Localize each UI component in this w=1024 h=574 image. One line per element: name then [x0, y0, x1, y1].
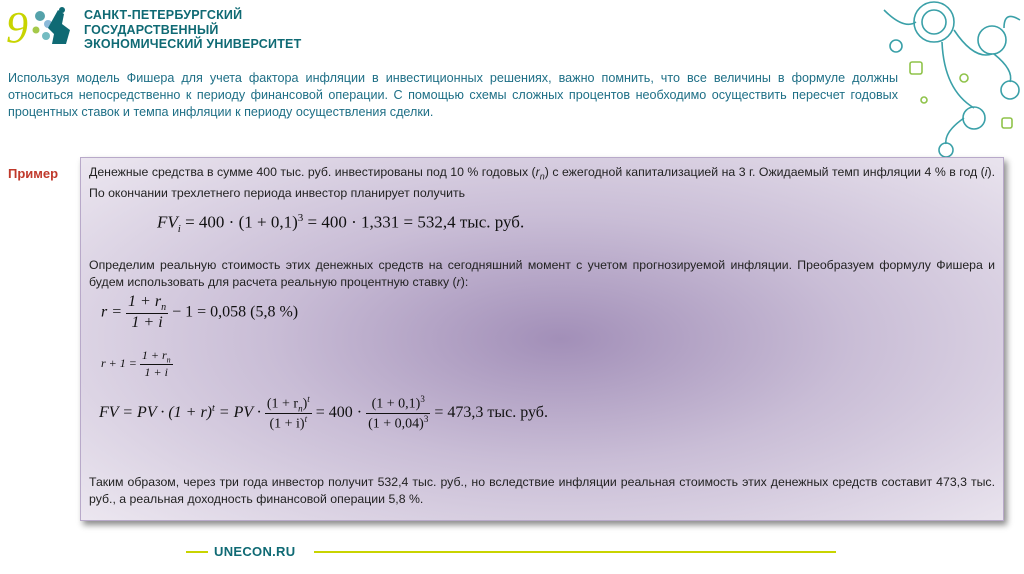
university-name-line-3: ЭКОНОМИЧЕСКИЙ УНИВЕРСИТЕТ [84, 37, 302, 51]
formula4-part-c: = 400 · [311, 404, 363, 422]
university-name-line-1: САНКТ-ПЕТЕРБУРГСКИЙ [84, 8, 243, 22]
formula4-f1-num-sub: n [298, 403, 303, 414]
intro-paragraph: Используя модель Фишера для учета фактора инфляции в инвестиционных решениях, важно помнить, что все величины в формуле должны относиться непосредственно к периоду финансовой операции. С помощью схемы сложных процентов необходимо осуществить пересчет годовых процентных ставок и темпа инфляции к периоду осуществления сделки. [8, 71, 898, 119]
footer-divider-right [314, 551, 836, 553]
formula4-part-a: FV = PV · (1 + r) [99, 404, 212, 422]
formula-real-rate-plus-one [101, 348, 173, 380]
formula4-f2-den-exp: 3 [423, 414, 429, 425]
formula1-exp: 3 [297, 212, 304, 224]
formula4-fraction-1 [265, 394, 312, 433]
formula4-part-b: = PV · [214, 404, 261, 422]
university-name-line-2: ГОСУДАРСТВЕННЫЙ [84, 22, 219, 37]
formula4-f1-den-exp: t [304, 414, 308, 425]
formula4-f1-num-end: ) [302, 396, 308, 412]
formula3-num-sub: n [166, 355, 171, 365]
footer-site-link[interactable]: UNECON.RU [214, 544, 296, 559]
formula4-f1-den: (1 + i) [269, 417, 305, 433]
formula4-fraction-2 [366, 394, 430, 432]
example-paragraph-2 [89, 257, 995, 291]
formula3-num: 1 + r [141, 348, 167, 362]
formula1-rest: = 400 · 1,331 = 532,4 тыс. руб. [303, 212, 525, 232]
formula4-f2-den: (1 + 0,04) [368, 416, 424, 432]
formula-real-rate [101, 293, 298, 332]
para2-text-a: Определим реальную стоимость этих денежных средств на сегодняшний момент с учетом прогнозируемой инфляции. Преобразуем формулу Фишера и будем использовать для расчета реальную процентную ставку ( [89, 258, 995, 289]
university-logo [6, 4, 76, 48]
formula3-den: 1 + i [144, 365, 168, 380]
formula1-body: = 400 · (1 + 0,1) [180, 212, 298, 232]
example-label: Пример [8, 166, 59, 181]
formula3-fraction [140, 348, 173, 380]
footer-divider-left [186, 551, 208, 553]
formula2-lhs: r = [101, 303, 123, 321]
para1-text-b: ) с ежегодной капитализацией на 3 г. Ожидаемый темп инфляции 4 % в год ( [544, 165, 985, 179]
formula4-a-exp: t [212, 402, 215, 414]
example-paragraph-3: Таким образом, через три года инвестор получит 532,4 тыс. руб., но вследствие инфляции реальная стоимость этих денежных средств составит 473,3 тыс. руб., а реальная доходность финансовой операции 5,8 %. [89, 475, 995, 506]
university-name [84, 8, 301, 52]
formula-fv-real [99, 394, 548, 433]
para1-sub-n: n [539, 171, 545, 182]
formula2-fraction [126, 293, 168, 332]
example-paragraph-1 [89, 164, 995, 202]
example-box [80, 157, 1004, 521]
para1-text-c: ). По окончании трехлетнего периода инвестор планирует получить [89, 165, 995, 201]
para2-var-r: r [456, 275, 461, 289]
formula1-lhs-sub: i [177, 223, 181, 236]
para1-var-i: i [984, 165, 988, 179]
formula4-f2-num-exp: 3 [420, 394, 425, 405]
formula4-part-d: = 473,3 тыс. руб. [430, 404, 548, 422]
formula2-num: 1 + r [128, 293, 162, 310]
formula2-rest: − 1 = 0,058 (5,8 %) [168, 303, 299, 321]
formula4-f1-num-exp: t [307, 394, 310, 404]
formula3-lhs: r + 1 = [101, 355, 137, 370]
formula4-f1-num: (1 + r [266, 396, 299, 412]
para1-var-r: r [535, 165, 540, 179]
formula1-lhs: FV [157, 212, 178, 232]
formula2-den: 1 + i [131, 314, 163, 332]
logo-nine-mark: 9 [6, 4, 28, 48]
para2-text-b: ): [460, 275, 469, 289]
formula4-f2-num: (1 + 0,1) [371, 397, 421, 413]
formula2-num-sub: n [161, 302, 167, 314]
para1-text-a: Денежные средства в сумме 400 тыс. руб. инвестированы под 10 % годовых ( [89, 165, 536, 179]
formula-fv-nominal [157, 212, 524, 235]
